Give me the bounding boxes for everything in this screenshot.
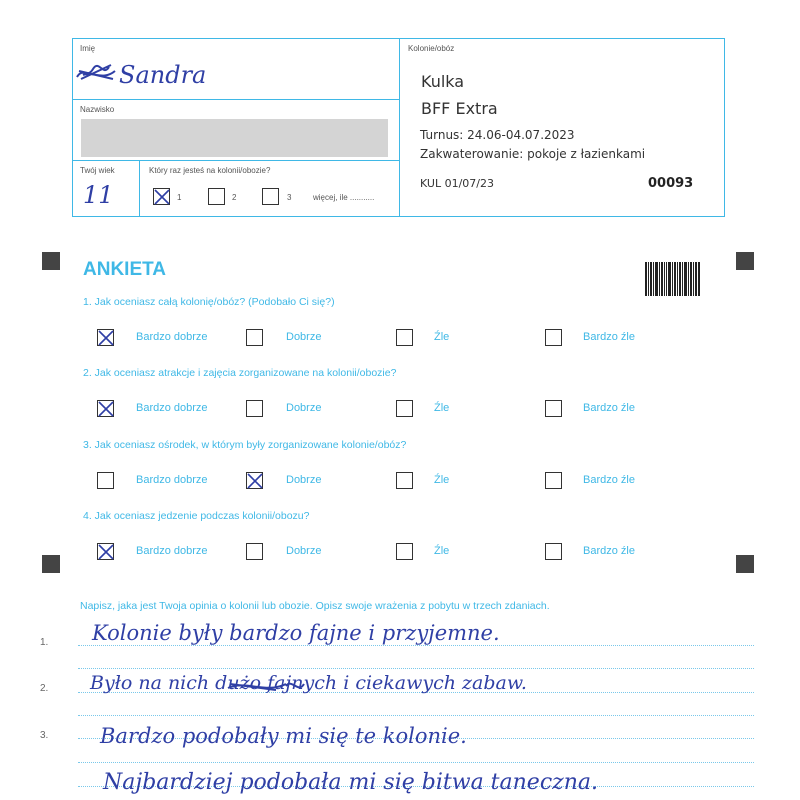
answer-line-1: Kolonie były bardzo fajne i przyjemne. — [92, 621, 500, 645]
answer-option-label: Bardzo źle — [583, 545, 635, 557]
camp-name: Kulka — [421, 72, 465, 91]
answer-option-label: Bardzo źle — [583, 474, 635, 486]
answer-line-3: Bardzo podobały mi się te kolonie. — [100, 724, 467, 748]
answer-checkbox[interactable] — [545, 543, 562, 560]
answer-checkbox-checked[interactable] — [97, 543, 114, 560]
question-text: 1. Jak oceniasz całą kolonię/obóz? (Podobało Ci się?) — [83, 296, 335, 308]
answer-checkbox-checked[interactable] — [97, 329, 114, 346]
visit-checkbox-1[interactable] — [153, 188, 170, 205]
opinion-prompt: Napisz, jaka jest Twoja opinia o kolonii lub obozie. Opisz swoje wrażenia z pobytu w trzech zdaniach. — [80, 600, 550, 612]
turnus: Turnus: 24.06-04.07.2023 — [420, 128, 575, 142]
answer-option-label: Bardzo źle — [583, 402, 635, 414]
answer-option-label: Źle — [434, 402, 450, 414]
answer-checkbox[interactable] — [396, 472, 413, 489]
dotted-line — [78, 762, 754, 763]
visit-checkbox-2[interactable] — [208, 188, 225, 205]
answer-line-2: Było na nich dużo fajnych i ciekawych zabaw. — [90, 672, 527, 694]
answer-checkbox-checked[interactable] — [246, 472, 263, 489]
answer-option-label: Źle — [434, 474, 450, 486]
question-text: 2. Jak oceniasz atrakcje i zajęcia zorganizowane na kolonii/obozie? — [83, 367, 397, 379]
camp-code: KUL 01/07/23 — [420, 177, 494, 190]
kolonia-label: Kolonie/obóz — [408, 44, 455, 53]
answer-checkbox[interactable] — [246, 543, 263, 560]
dotted-line — [78, 645, 754, 646]
name-box — [72, 38, 400, 100]
answer-checkbox[interactable] — [396, 400, 413, 417]
answer-checkbox[interactable] — [545, 329, 562, 346]
answer-option-label: Bardzo dobrze — [136, 474, 208, 486]
camp-program: BFF Extra — [421, 99, 498, 118]
answer-checkbox[interactable] — [545, 400, 562, 417]
surname-box — [72, 99, 400, 161]
line-number: 3. — [40, 730, 49, 741]
answer-option-label: Bardzo dobrze — [136, 402, 208, 414]
answer-option-label: Dobrze — [286, 474, 322, 486]
dotted-line — [78, 668, 754, 669]
answer-option-label: Dobrze — [286, 545, 322, 557]
wiek-value: 11 — [83, 181, 114, 209]
crossed-out-word — [226, 676, 306, 698]
answer-option-label: Dobrze — [286, 331, 322, 343]
answer-checkbox[interactable] — [396, 543, 413, 560]
answer-checkbox[interactable] — [246, 400, 263, 417]
visit-option-3: 3 — [287, 193, 292, 202]
visit-checkbox-3[interactable] — [262, 188, 279, 205]
imie-label: Imię — [80, 44, 96, 53]
nazwisko-label: Nazwisko — [80, 105, 115, 114]
form-number: 00093 — [648, 176, 694, 191]
answer-option-label: Źle — [434, 545, 450, 557]
visit-count-box — [139, 160, 400, 217]
answer-checkbox-checked[interactable] — [97, 400, 114, 417]
imie-value: Sandra — [119, 61, 207, 89]
survey-title: ANKIETA — [83, 259, 167, 280]
answer-option-label: Źle — [434, 331, 450, 343]
registration-marker — [42, 252, 60, 270]
visit-option-1: 1 — [177, 193, 182, 202]
camp-box — [399, 38, 725, 217]
line-number: 2. — [40, 683, 49, 694]
line-number: 1. — [40, 637, 49, 648]
answer-option-label: Bardzo dobrze — [136, 331, 208, 343]
registration-marker — [736, 555, 754, 573]
wiecej-label: więcej, ile ........... — [313, 193, 375, 202]
answer-checkbox[interactable] — [396, 329, 413, 346]
answer-checkbox[interactable] — [246, 329, 263, 346]
answer-option-label: Bardzo źle — [583, 331, 635, 343]
zakwaterowanie: Zakwaterowanie: pokoje z łazienkami — [420, 147, 646, 161]
wiek-label: Twój wiek — [80, 166, 115, 175]
registration-marker — [42, 555, 60, 573]
question-text: 4. Jak oceniasz jedzenie podczas kolonii/obozu? — [83, 510, 310, 522]
redacted-surname — [81, 119, 388, 157]
dotted-line — [78, 715, 754, 716]
answer-option-label: Bardzo dobrze — [136, 545, 208, 557]
answer-checkbox[interactable] — [545, 472, 562, 489]
age-box — [72, 160, 140, 217]
answer-option-label: Dobrze — [286, 402, 322, 414]
ktory-raz-label: Który raz jesteś na kolonii/obozie? — [149, 166, 271, 175]
answer-checkbox[interactable] — [97, 472, 114, 489]
question-text: 3. Jak oceniasz ośrodek, w którym były zorganizowane kolonie/obóz? — [83, 439, 407, 451]
scribble-mark — [73, 59, 121, 85]
barcode — [645, 262, 700, 296]
visit-option-2: 2 — [232, 193, 237, 202]
answer-line-4: Najbardziej podobała mi się bitwa taneczna. — [103, 770, 599, 795]
registration-marker — [736, 252, 754, 270]
